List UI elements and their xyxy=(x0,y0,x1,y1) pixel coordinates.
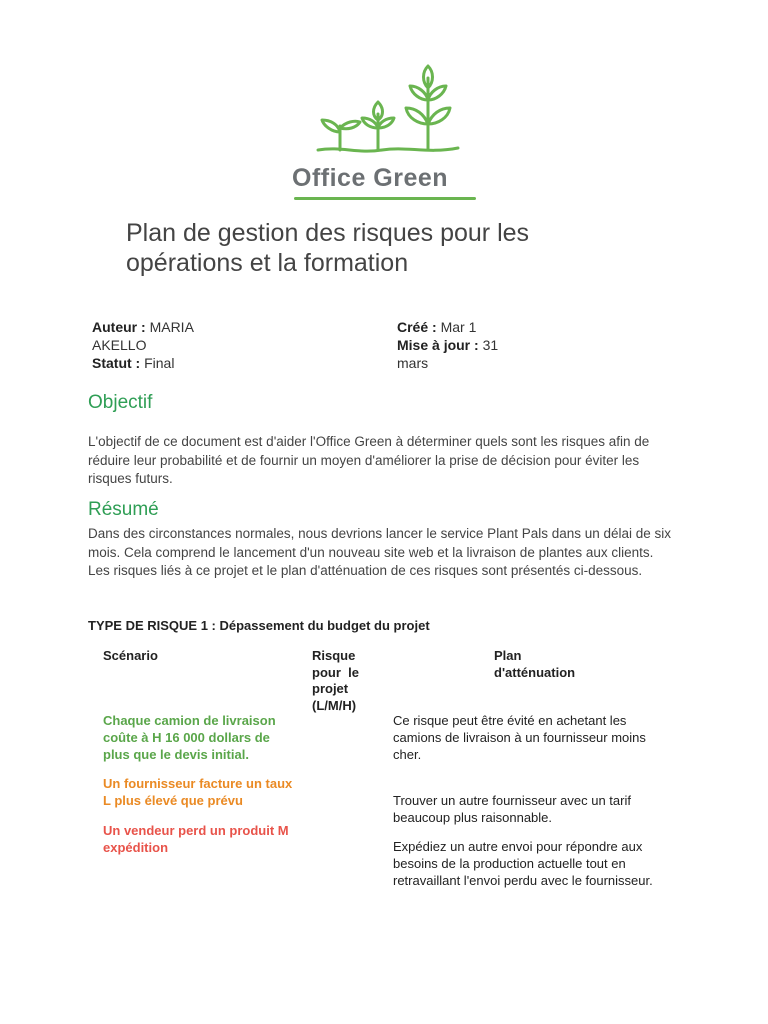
created-value: Mar 1 xyxy=(440,319,477,335)
risk-header-line: pour le xyxy=(312,664,359,680)
mitigation-cell-2 xyxy=(393,792,631,826)
brand-underline xyxy=(294,197,476,200)
updated-value: 31 xyxy=(482,337,499,353)
author-line-2: AKELLO xyxy=(92,337,147,353)
mitigation-cell-3 xyxy=(393,838,653,889)
mitigation-line: camions de livraison à un fournisseur moins xyxy=(393,730,646,745)
risk-header-line: Risque xyxy=(312,648,356,663)
document-title: Plan de gestion des risques pour les opérations et la formation xyxy=(126,219,530,277)
created-line xyxy=(397,318,476,336)
scenario-line: Chaque camion de livraison xyxy=(103,713,276,728)
author-line-1 xyxy=(92,318,194,336)
scenario-line: coûte à H 16 000 dollars de xyxy=(103,730,270,745)
scenario-cell-2 xyxy=(103,775,292,809)
scenario-line: L plus élevé que prévu xyxy=(103,793,243,808)
scenario-line: Un vendeur perd un produit M xyxy=(103,823,289,838)
mitigation-header-line: Plan xyxy=(494,648,522,663)
author-label: Auteur : xyxy=(92,319,146,335)
status-label: Statut : xyxy=(92,355,141,371)
objective-text: L'objectif de ce document est d'aider l'Office Green à déterminer quels sont les risques afin de réduire leur probabilité et de fournir un moyen d'améliorer la prise de décision pour éviter les risques futurs. xyxy=(88,434,650,486)
mitigation-line: retravaillant l'envoi perdu avec le fournisseur. xyxy=(393,873,653,888)
mitigation-header xyxy=(494,648,575,681)
scenario-line: Un fournisseur facture un taux xyxy=(103,776,293,791)
mitigation-header-line: d'atténuation xyxy=(494,664,576,680)
status-value: Final xyxy=(144,355,175,371)
scenario-cell-3 xyxy=(103,822,289,856)
author-value: MARIA xyxy=(149,319,194,335)
status-line xyxy=(92,354,174,372)
updated-line xyxy=(397,336,498,354)
objective-heading: Objectif xyxy=(88,392,153,413)
mitigation-line: Expédiez un autre envoi pour répondre aux xyxy=(393,839,643,854)
scenario-line: expédition xyxy=(103,840,169,855)
updated-label: Mise à jour : xyxy=(397,337,479,353)
summary-heading: Résumé xyxy=(88,499,159,520)
risk-header xyxy=(312,648,359,714)
summary-text: Dans des circonstances normales, nous devrions lancer le service Plant Pals dans un délai de six mois. Cela comprend le lancement d'un nouveau site web et la livraison de plantes aux clients. Les risques liés à ce projet et le plan d'atténuation de ces risques sont présentés ci-dessous. xyxy=(88,526,672,578)
risk-header-line: (L/M/H) xyxy=(312,697,357,713)
mitigation-line: beaucoup plus raisonnable. xyxy=(393,810,553,825)
brand-name: Office Green xyxy=(292,164,449,192)
mitigation-line: Ce risque peut être évité en achetant les xyxy=(393,713,627,728)
mitigation-cell-1 xyxy=(393,712,646,763)
scenario-cell-1 xyxy=(103,712,276,763)
mitigation-line: Trouver un autre fournisseur avec un tarif xyxy=(393,793,631,808)
updated-line-2: mars xyxy=(397,355,429,371)
scenario-header: Scénario xyxy=(103,648,158,663)
mitigation-line: cher. xyxy=(393,747,422,762)
risk-header-line: projet xyxy=(312,681,349,696)
risk-type-title: TYPE DE RISQUE 1 : Dépassement du budget du projet xyxy=(88,618,430,633)
mitigation-line: besoins de la production actuelle tout en xyxy=(393,856,626,871)
sprouting-plants-icon xyxy=(312,62,462,158)
scenario-line: plus que le devis initial. xyxy=(103,747,249,762)
created-label: Créé : xyxy=(397,319,437,335)
